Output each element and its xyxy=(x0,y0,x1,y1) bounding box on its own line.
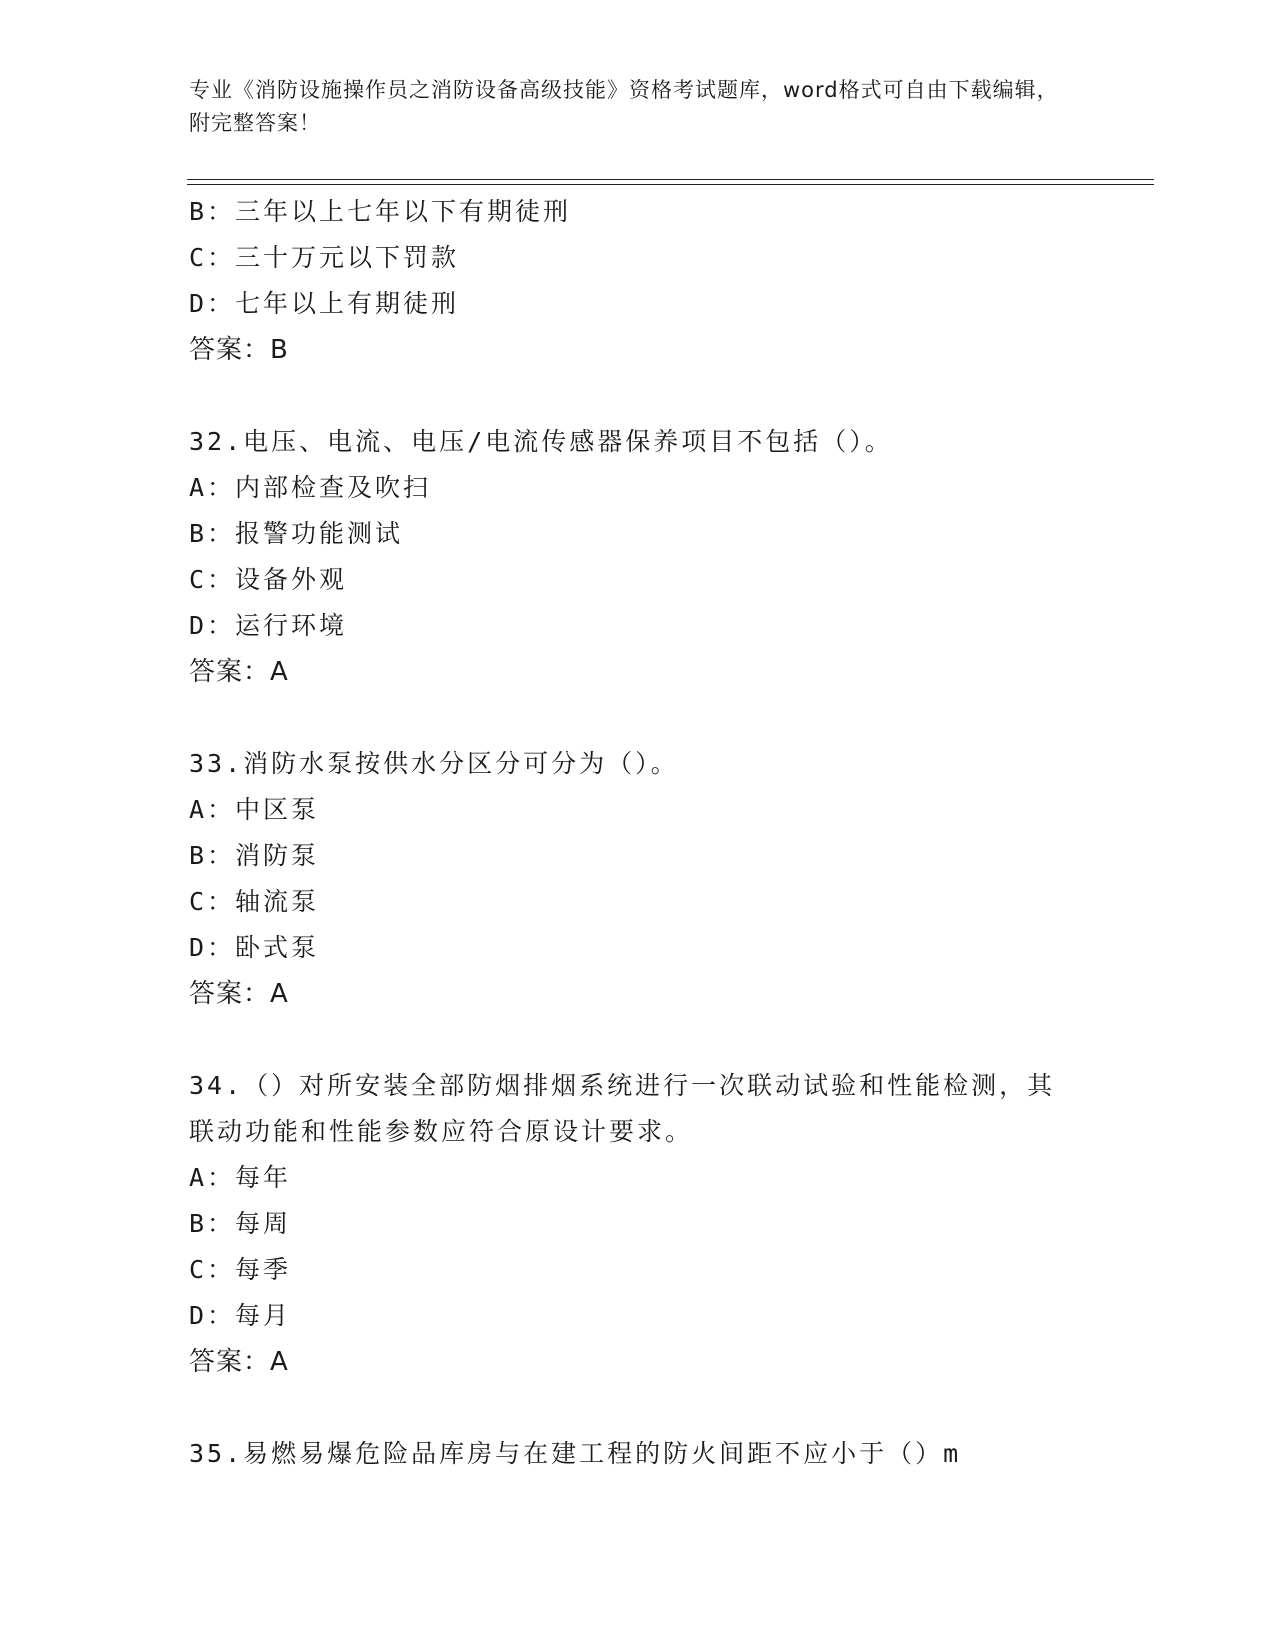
document-header xyxy=(189,74,1069,140)
option-b: B：报警功能测试 xyxy=(189,519,404,548)
answer-label: 答案：A xyxy=(189,657,289,687)
answer-label: 答案：A xyxy=(189,1347,289,1377)
option-b: B：三年以上七年以下有期徒刑 xyxy=(189,197,572,226)
option-c: C：每季 xyxy=(189,1255,292,1284)
question-32-text: 32.电压、电流、电压/电流传感器保养项目不包括（）。 xyxy=(189,427,893,456)
question-35-text: 35.易燃易爆危险品库房与在建工程的防火间距不应小于（）m xyxy=(189,1439,962,1468)
answer-label: 答案：B xyxy=(189,335,289,365)
option-d: D：每月 xyxy=(189,1301,292,1330)
spacer xyxy=(189,1385,1089,1431)
option-c: C：设备外观 xyxy=(189,565,348,594)
option-d: D：运行环境 xyxy=(189,611,348,640)
option-d: D：卧式泵 xyxy=(189,933,320,962)
question-33-text: 33.消防水泵按供水分区分可分为（）。 xyxy=(189,749,679,778)
option-a: A：中区泵 xyxy=(189,795,320,824)
option-a: A：每年 xyxy=(189,1163,292,1192)
option-d: D：七年以上有期徒刑 xyxy=(189,289,460,318)
option-b: B：每周 xyxy=(189,1209,292,1238)
option-b: B：消防泵 xyxy=(189,841,320,870)
header-intro: 专业《消防设施操作员之消防设备高级技能》资格考试题库，word格式可自由下载编辑，附完整答案！ xyxy=(189,78,1059,135)
question-34-text-line1: 34.（）对所安装全部防烟排烟系统进行一次联动试验和性能检测，其 xyxy=(189,1071,1056,1100)
option-c: C：三十万元以下罚款 xyxy=(189,243,460,272)
answer-label: 答案：A xyxy=(189,979,289,1009)
question-list xyxy=(189,189,1089,1477)
header-rule-bottom xyxy=(187,184,1154,185)
option-c: C：轴流泵 xyxy=(189,887,320,916)
header-rule-top xyxy=(187,179,1154,180)
question-34-text-line2: 联动功能和性能参数应符合原设计要求。 xyxy=(189,1117,694,1146)
spacer xyxy=(189,695,1089,741)
spacer xyxy=(189,1017,1089,1063)
option-a: A：内部检查及吹扫 xyxy=(189,473,432,502)
spacer xyxy=(189,373,1089,419)
